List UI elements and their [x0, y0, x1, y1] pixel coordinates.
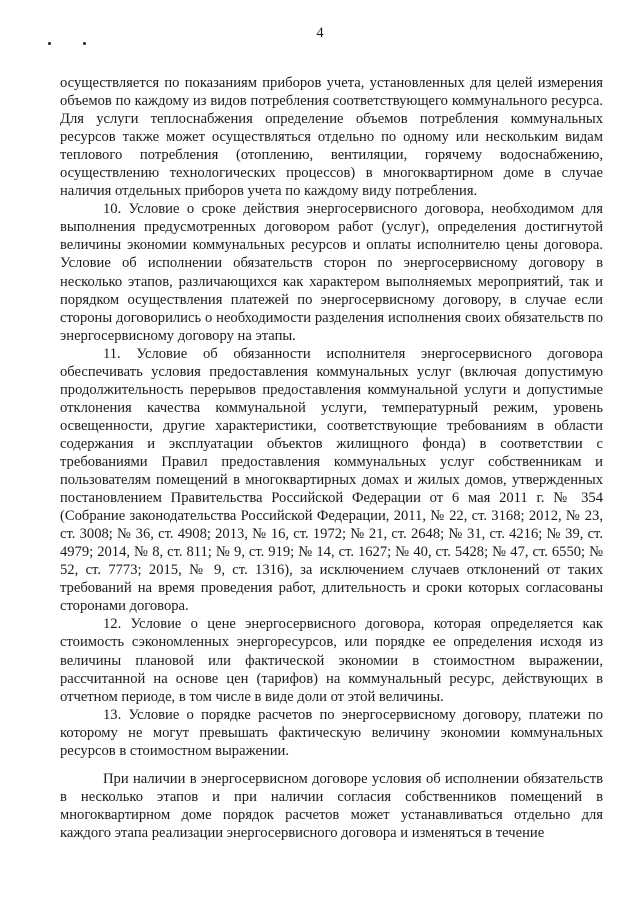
paragraph-item-10: 10. Условие о сроке действия энергосервисного договора, необходимом для выполнения предусмотренных договором работ (услуг), определения достигнутой величины экономии коммунальных ресурсов и оплаты исполнителю цены договора. Условие об исполнении обязательств сторон по энергосервисному договору в несколько этапов, различающихся как характером выполняемых мероприятий, так и порядком осуществления платежей по энергосервисному договору, в случае если стороны договорились о необходимости разделения исполнения своих обязательств по энергосервисному договору на этапы.	[60, 201, 603, 344]
paragraph-item-13: 13. Условие о порядке расчетов по энергосервисному договору, платежи по которому не могут превышать фактическую величину экономии коммунальных ресурсов в стоимостном выражении.	[60, 706, 603, 759]
paragraph-item-12: 12. Условие о цене энергосервисного договора, которая определяется как стоимость сэкономленных энергоресурсов, или порядке ее определения исходя из величины плановой или фактической экономии в стоимостном выражении, рассчитанной на основе цен (тарифов) на коммунальный ресурс, действующих в отчетном периоде, в том числе в виде доли от этой величины.	[60, 616, 603, 705]
scan-mark	[48, 42, 51, 45]
paragraph-continuation: осуществляется по показаниям приборов учета, установленных для целей измерения объемов по каждому из видов потребления соответствующего коммунального ресурса. Для услуги теплоснабжения определение объемов потребления коммунальных ресурсов также может осуществляться отдельно по одному или нескольким видам теплового потребления (отоплению, вентиляции, горячему водоснабжению, осуществлению технологических процессов) в многоквартирном доме в случае наличия отдельных приборов учета по каждому виду потребления.	[60, 75, 603, 200]
document-body	[60, 74, 603, 842]
page-number: 4	[316, 25, 324, 41]
paragraph-item-11: 11. Условие об обязанности исполнителя энергосервисного договора обеспечивать условия предоставления коммунальных услуг (включая допустимую продолжительность перерывов предоставления коммунальной услуги и допустимые отклонения качества коммунальной услуги, температурный режим, уровень освещенности, другие характеристики, соответствующие требованиям в области содержания и эксплуатации объектов жилищного фонда) в соответствии с требованиями Правил предоставления коммунальных услуг собственникам и пользователям помещений в многоквартирных домах и жилых домов, утвержденных постановлением Правительства Российской Федерации от 6 мая 2011 г. № 354 (Собрание законодательства Российской Федерации, 2011, № 22, ст. 3168; 2012, № 23, ст. 3008; № 36, ст. 4908; 2013, № 16, ст. 1972; № 21, ст. 2648; № 31, ст. 4216; № 39, ст. 4979; 2014, № 8, ст. 811; № 9, ст. 919; № 14, ст. 1627; № 40, ст. 5428; № 47, ст. 6550; № 52, ст. 7773; 2015, № 9, ст. 1316), за исключением случаев отклонений от таких требований на время проведения работ, длительность и сроки которых согласованы сторонами договора.	[60, 345, 603, 615]
paragraph-stages-payment: При наличии в энергосервисном договоре условия об исполнении обязательств в несколько этапов и при наличии согласия собственников помещений в многоквартирном доме порядок расчетов может устанавливаться отдельно для каждого этапа реализации энергосервисного договора и изменяться в течение	[60, 770, 603, 841]
scan-mark	[83, 42, 86, 45]
